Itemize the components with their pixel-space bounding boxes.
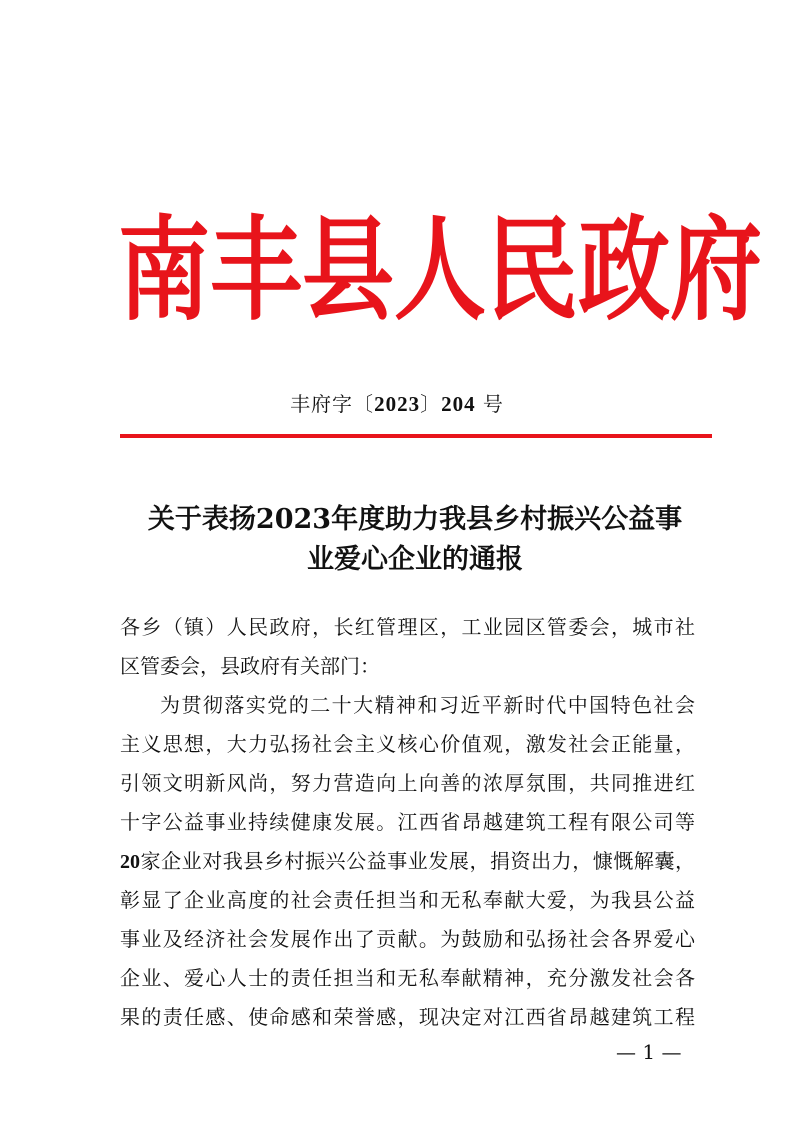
masthead-char: 人 xyxy=(394,204,487,336)
document-body xyxy=(120,608,695,1037)
page-number: — 1 — xyxy=(616,1040,682,1064)
body-line: 果的责任感、使命感和荣誉感，现决定对江西省昂越建筑工程 xyxy=(120,1005,695,1029)
masthead-char: 民 xyxy=(486,204,579,336)
document-number: 丰府字〔2023〕204 号 xyxy=(290,392,504,416)
body-line: 事业及经济社会发展作出了贡献。为鼓励和弘扬社会各界爱心 xyxy=(120,927,695,951)
document-title xyxy=(115,500,715,580)
masthead-char: 丰 xyxy=(210,204,303,336)
body-line: 20家企业对我县乡村振兴公益事业发展，捐资出力，慷慨解囊， xyxy=(120,849,695,873)
body-line: 为贯彻落实党的二十大精神和习近平新时代中国特色社会 xyxy=(160,693,695,717)
addressee-line: 区管委会，县政府有关部门： xyxy=(120,654,380,678)
enterprise-count: 20 xyxy=(120,851,140,873)
issuer-masthead xyxy=(118,204,763,336)
addressee-line: 各乡（镇）人民政府，长红管理区，工业园区管委会，城市社 xyxy=(120,615,695,639)
body-line: 十字公益事业持续健康发展。江西省昂越建筑工程有限公司等 xyxy=(120,810,695,834)
masthead-char: 南 xyxy=(118,204,211,336)
masthead-char: 府 xyxy=(670,204,763,336)
body-line: 彰显了企业高度的社会责任担当和无私奉献大爱，为我县公益 xyxy=(120,888,695,912)
body-line: 引领文明新风尚，努力营造向上向善的浓厚氛围，共同推进红 xyxy=(120,771,695,795)
body-line: 主义思想，大力弘扬社会主义核心价值观，激发社会正能量， xyxy=(120,732,695,756)
body-line: 企业、爱心人士的责任担当和无私奉献精神，充分激发社会各 xyxy=(120,966,695,990)
masthead-char: 县 xyxy=(302,204,395,336)
red-divider-rule xyxy=(120,434,712,438)
title-line: 业爱心企业的通报 xyxy=(307,544,523,575)
masthead-char: 政 xyxy=(578,204,671,336)
title-line: 关于表扬2023年度助力我县乡村振兴公益事 xyxy=(147,504,683,535)
